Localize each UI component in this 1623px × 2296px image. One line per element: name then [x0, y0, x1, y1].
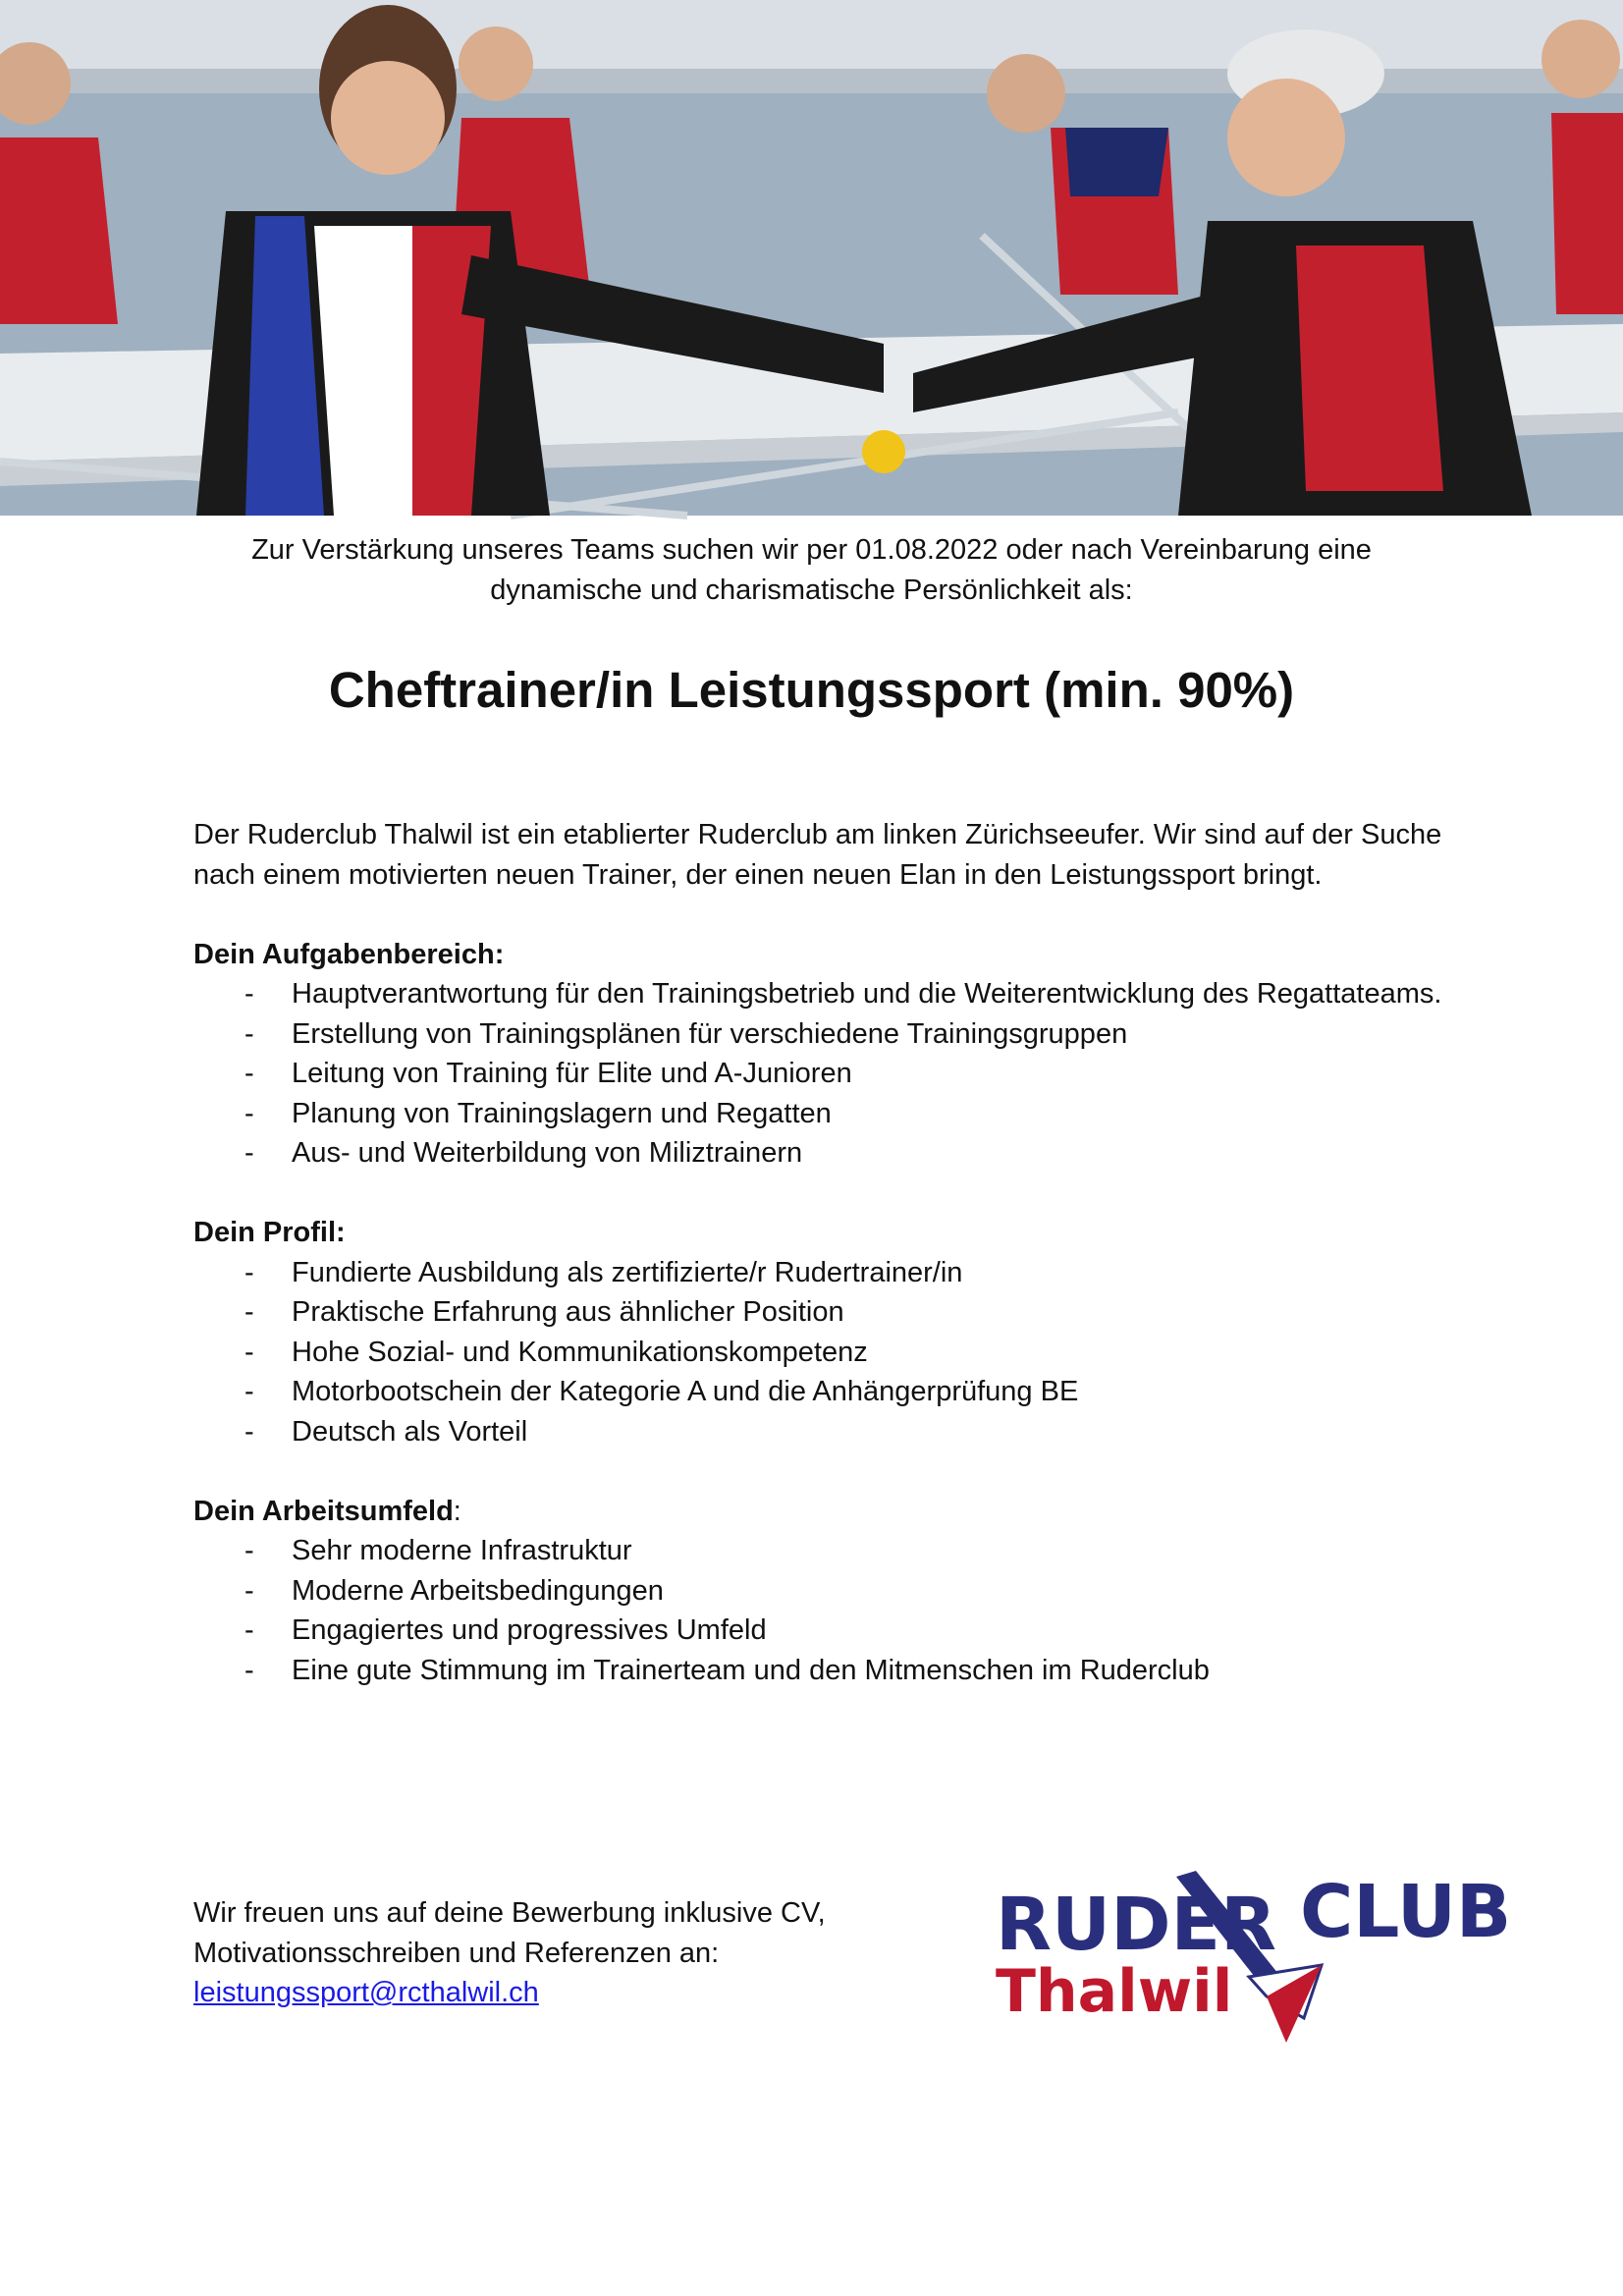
list-item-text: Motorbootschein der Kategorie A und die Anhängerprüfung BE: [292, 1376, 1079, 1407]
list-item: [193, 1651, 1460, 1691]
list-item: [193, 1611, 1460, 1651]
list-item: [193, 1531, 1460, 1571]
section-heading-text: Dein Arbeitsumfeld: [193, 1495, 454, 1527]
list-item: [193, 1133, 1460, 1174]
dash-bullet: -: [244, 1296, 254, 1328]
list-item-text: Eine gute Stimmung im Trainerteam und den Mitmenschen im Ruderclub: [292, 1654, 1210, 1686]
list-item-text: Sehr moderne Infrastruktur: [292, 1535, 632, 1566]
list-item: [193, 1094, 1460, 1134]
dash-bullet: -: [244, 1654, 254, 1686]
list-item: [193, 1292, 1460, 1333]
list-item: [193, 1253, 1460, 1293]
list-item: [193, 1014, 1460, 1055]
dash-bullet: -: [244, 1336, 254, 1368]
section-profil: [193, 1213, 1460, 1451]
dash-bullet: -: [244, 1415, 254, 1448]
section-heading: [193, 1492, 1460, 1532]
section-heading: Dein Aufgabenbereich:: [193, 938, 505, 970]
club-description: Der Ruderclub Thalwil ist ein etablierter Ruderclub am linken Zürichseeufer. Wir sind auf der Suche nach einem motivierten neuen Trainer, der einen neuen Elan in den Leistungssport bringt.: [193, 819, 1442, 891]
intro-line-1: Zur Verstärkung unseres Teams suchen wir per 01.08.2022 oder nach Vereinbarung eine: [251, 534, 1372, 566]
dash-bullet: -: [244, 1058, 254, 1089]
list-item-text: Fundierte Ausbildung als zertifizierte/r Rudertrainer/in: [292, 1256, 963, 1288]
dash-bullet: -: [244, 1376, 254, 1407]
section-heading-colon: :: [453, 1495, 461, 1527]
list-item: [193, 1054, 1460, 1094]
list-item-text: Engagiertes und progressives Umfeld: [292, 1614, 767, 1646]
dash-bullet: -: [244, 1097, 254, 1129]
section-aufgabenbereich: [193, 935, 1460, 1174]
intro-line-2: dynamische und charismatische Persönlichkeit als:: [490, 574, 1133, 606]
list-item-text: Deutsch als Vorteil: [292, 1415, 528, 1448]
list-item: [193, 1412, 1460, 1452]
section-heading: Dein Profil:: [193, 1217, 346, 1248]
logo-word-thalwil: Thalwil: [996, 1957, 1233, 2026]
job-description-body: [193, 815, 1460, 1690]
hero-photo-illustration: [0, 0, 1623, 516]
hero-photo: [0, 0, 1623, 516]
dash-bullet: -: [244, 1614, 254, 1646]
dash-bullet: -: [244, 1256, 254, 1288]
list-item-text: Leitung von Training für Elite und A-Junioren: [292, 1058, 852, 1089]
list-item: [193, 974, 1460, 1014]
dash-bullet: -: [244, 1574, 254, 1607]
closing-text: [193, 1893, 959, 2013]
list-item: [193, 1571, 1460, 1612]
closing-line-2: Motivationsschreiben und Referenzen an:: [193, 1937, 720, 1969]
job-title: Cheftrainer/in Leistungssport (min. 90%): [328, 662, 1295, 718]
logo-word-club: CLUB: [1300, 1870, 1512, 1954]
list-item-text: Praktische Erfahrung aus ähnlicher Position: [292, 1296, 844, 1328]
intro-text: [118, 530, 1505, 611]
closing-line-1: Wir freuen uns auf deine Bewerbung inklusive CV,: [193, 1897, 826, 1929]
task-list: [193, 974, 1460, 1174]
list-item-text: Moderne Arbeitsbedingungen: [292, 1574, 664, 1607]
logo-word-ruder: RUDER: [996, 1883, 1277, 1967]
dash-bullet: -: [244, 978, 254, 1010]
environment-list: [193, 1531, 1460, 1690]
profile-list: [193, 1253, 1460, 1452]
list-item-text: Planung von Trainingslagern und Regatten: [292, 1097, 832, 1129]
list-item-text: Erstellung von Trainingsplänen für verschiedene Trainingsgruppen: [292, 1017, 1128, 1050]
dash-bullet: -: [244, 1137, 254, 1169]
club-logo-graphic: [992, 1870, 1512, 2043]
email-link[interactable]: leistungssport@rcthalwil.ch: [193, 1977, 539, 2008]
dash-bullet: -: [244, 1535, 254, 1566]
section-arbeitsumfeld: [193, 1492, 1460, 1691]
club-logo: [992, 1870, 1512, 2043]
list-item-text: Hauptverantwortung für den Trainingsbetrieb und die Weiterentwicklung des Regattateams.: [292, 978, 1442, 1010]
list-item: [193, 1372, 1460, 1412]
list-item-text: Hohe Sozial- und Kommunikationskompetenz: [292, 1336, 868, 1368]
list-item-text: Aus- und Weiterbildung von Miliztrainern: [292, 1137, 803, 1169]
list-item: [193, 1333, 1460, 1373]
dash-bullet: -: [244, 1017, 254, 1050]
